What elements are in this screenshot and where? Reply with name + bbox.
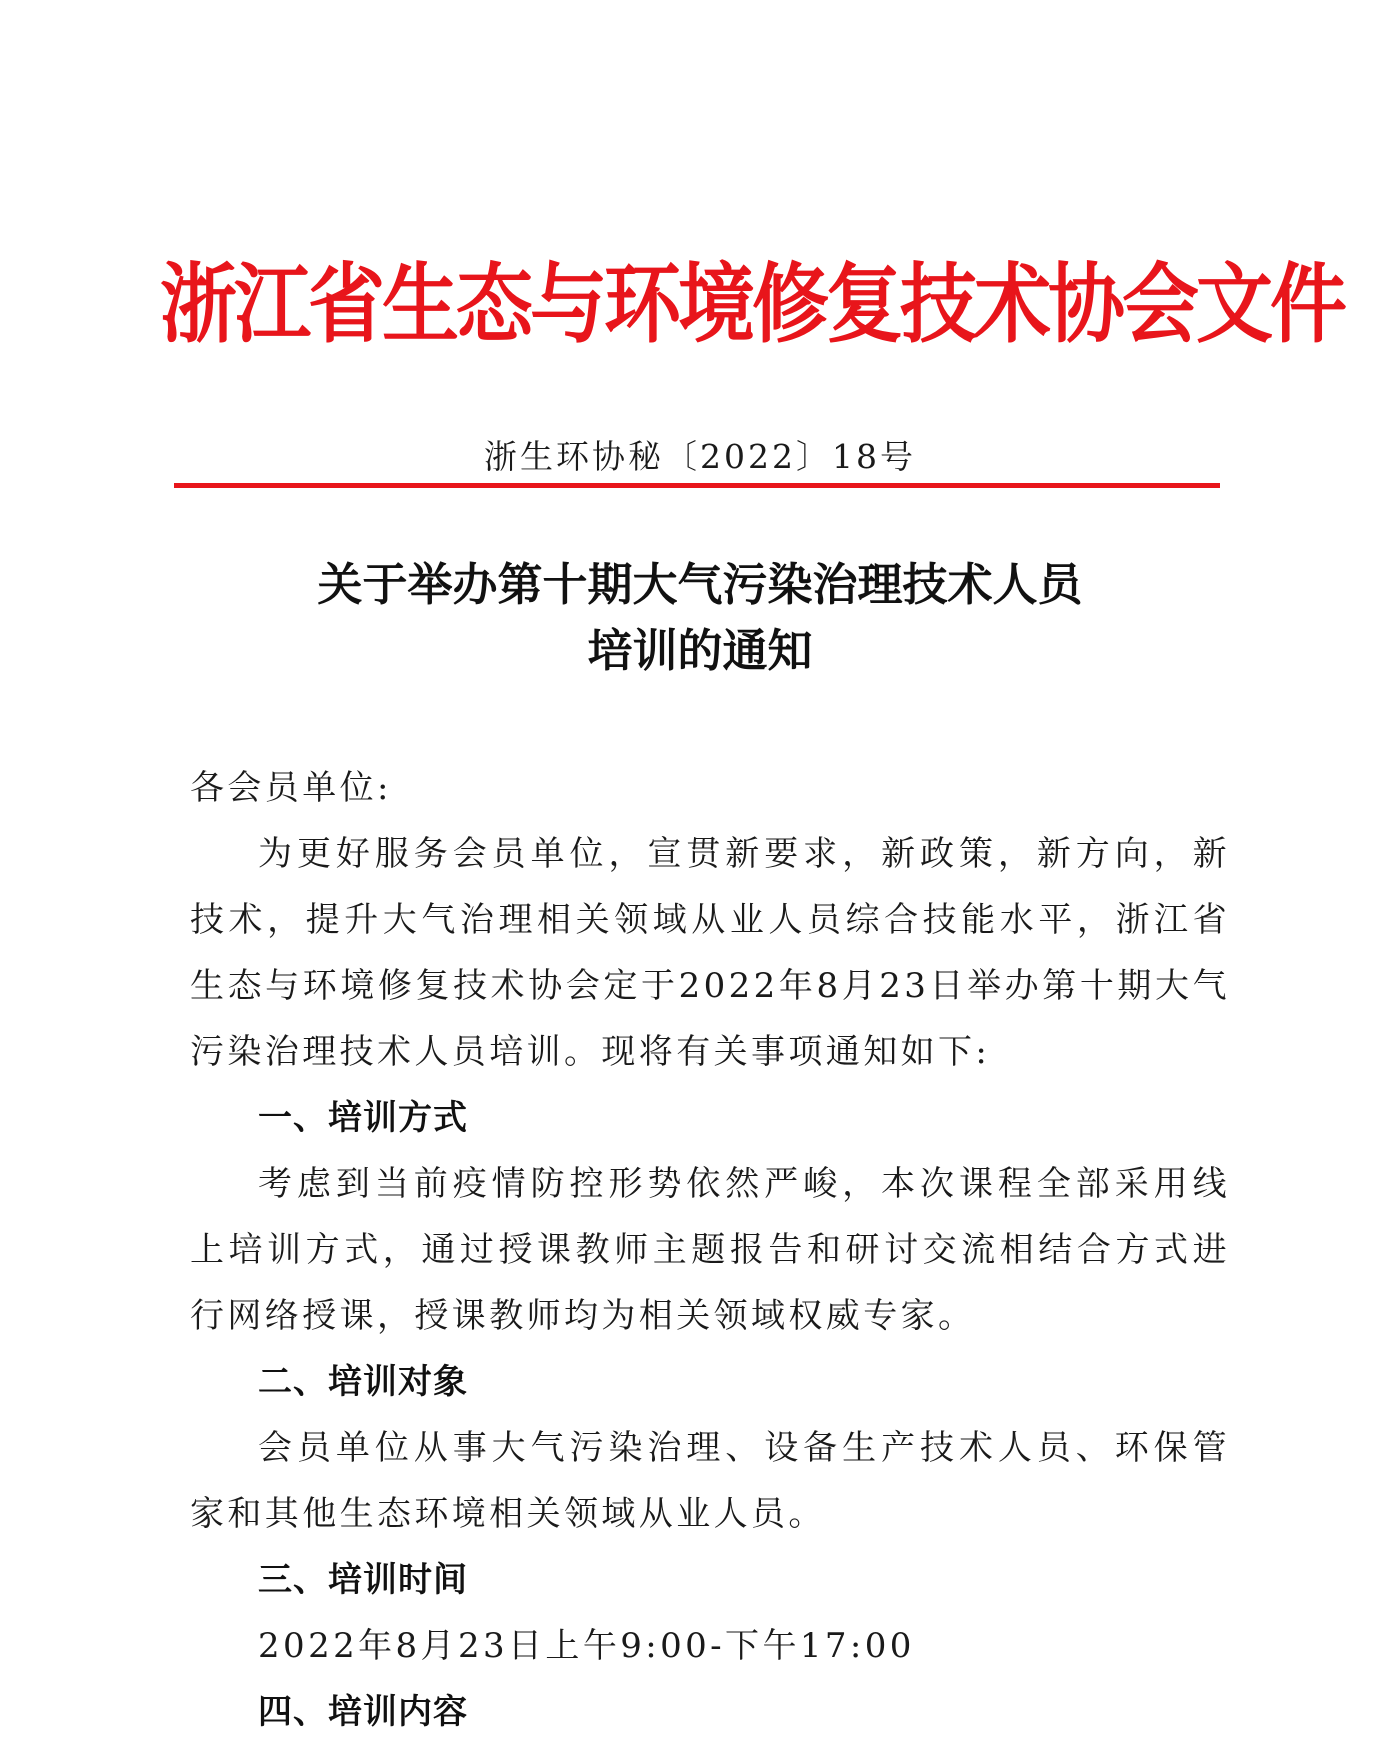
section-text-time: 2022年8月23日上午9:00-下午17:00 [258,1626,915,1666]
section-text-method: 考虑到当前疫情防控形势依然严峻，本次课程全部采用线上培训方式，通过授课教师主题报告和研讨交流相结合方式进行网络授课，授课教师均为相关领域权威专家。 [190,1164,1230,1336]
section-heading-time: 三、培训时间 [258,1560,468,1600]
salutation: 各会员单位: [190,768,392,808]
section-heading-content: 四、培训内容 [258,1692,468,1732]
section-heading-method: 一、培训方式 [258,1098,468,1138]
section-heading-audience: 二、培训对象 [258,1362,468,1402]
organization-header-title: 浙江省生态与环境修复技术协会文件 [160,255,1344,356]
notice-title-line-1: 关于举办第十期大气污染治理技术人员 [317,558,1083,611]
red-divider-line [174,483,1220,488]
notice-title-line-2: 培训的通知 [587,624,813,677]
notice-body [190,755,1230,1745]
notice-title [160,552,1240,684]
section-text-audience: 会员单位从事大气污染治理、设备生产技术人员、环保管家和其他生态环境相关领域从业人员。 [190,1428,1230,1534]
document-number: 浙生环协秘〔2022〕18号 [484,437,916,476]
intro-paragraph: 为更好服务会员单位，宣贯新要求，新政策，新方向，新技术，提升大气治理相关领域从业人员综合技能水平，浙江省生态与环境修复技术协会定于2022年8月23日举办第十期大气污染治理技术人员培训。现将有关事项通知如下: [190,834,1230,1072]
